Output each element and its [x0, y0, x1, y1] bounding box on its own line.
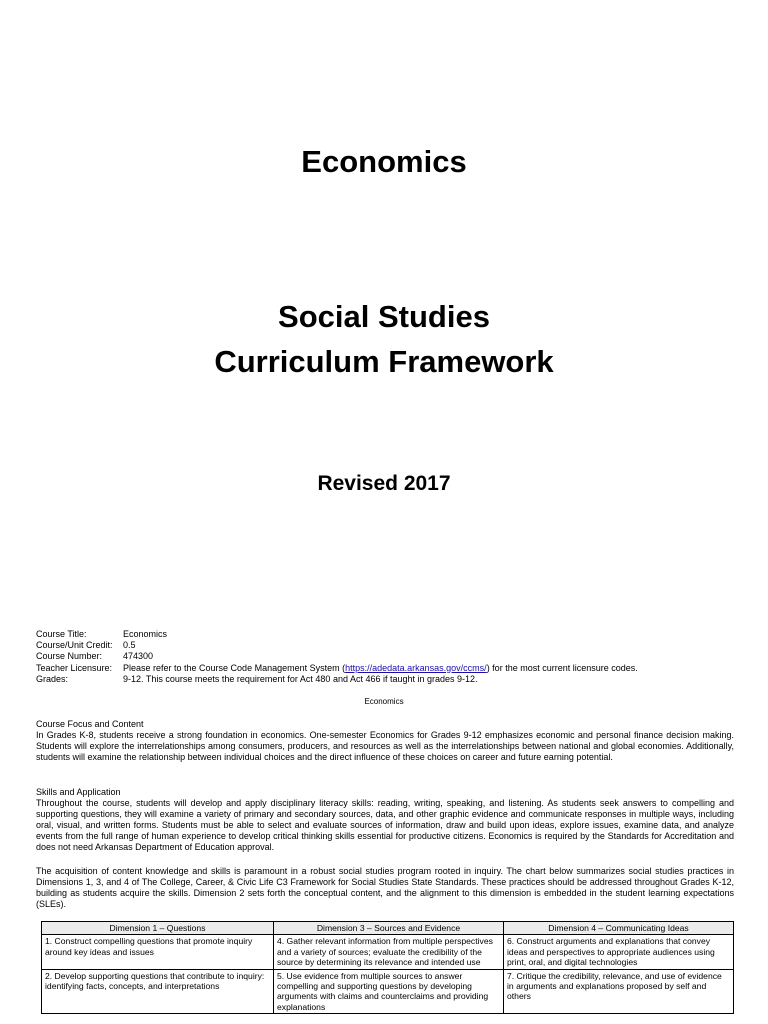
course-credit-label: Course/Unit Credit: [36, 640, 113, 651]
course-credit-value: 0.5 [123, 640, 136, 651]
licensure-text-post: ) for the most current licensure codes. [486, 662, 638, 673]
table-cell: 1. Construct compelling questions that promote inquiry around key ideas and issues [42, 935, 274, 969]
focus-paragraph: In Grades K-8, students receive a strong foundation in economics. One-semester Economics for Grades 9-12 emphasizes economic and personal finance decision making. Students will explore the interrelationships among consumers, producers, and resources as well as the interrelationships between national and global economies. Additionally, students will examine the relationship between individual choices and the direct influence of these choices on career and future earning potential. [36, 730, 734, 762]
course-title-row [36, 629, 736, 640]
grades-value: 9-12. This course meets the requirement for Act 480 and Act 466 if taught in grades 9-12. [123, 673, 478, 684]
section-label: Economics [364, 697, 404, 706]
teacher-licensure-label: Teacher Licensure: [36, 662, 113, 673]
revision-date: Revised 2017 [317, 472, 451, 495]
course-info [36, 629, 736, 685]
table-cell: 2. Develop supporting questions that contribute to inquiry: identifying facts, concepts, and interpretations [42, 969, 274, 1014]
document-subtitle [0, 294, 768, 384]
table-cell: 5. Use evidence from multiple sources to answer compelling and supporting questions by developing arguments with claims and counterclaims and providing explanations [274, 969, 504, 1014]
course-title-label: Course Title: [36, 629, 87, 639]
teacher-licensure-value [123, 663, 638, 674]
focus-heading: Course Focus and Content [36, 719, 144, 729]
table-cell: 4. Gather relevant information from multiple perspectives and a variety of sources; evaluate the credibility of the source by determining its relevance and intended use [274, 935, 504, 969]
inquiry-paragraph: The acquisition of content knowledge and skills is paramount in a robust social studies program rooted in inquiry. The chart below summarizes social studies practices in Dimensions 1, 3, and 4 of The College, Career, & Civic Life C3 Framework for Social Studies State Standards. These practices should be addressed throughout Grades K-12, building as students acquire the skills. Dimension 2 sets forth the conceptual content, and the alignment to this dimension is embedded in the student learning expectations (SLEs). [36, 866, 734, 909]
ccms-link[interactable]: https://adedata.arkansas.gov/ccms/ [345, 662, 487, 673]
dimensions-table [41, 921, 734, 1014]
skills-paragraph: Throughout the course, students will develop and apply disciplinary literacy skills: reading, writing, speaking, and listening. As students seek answers to compelling and supporting questions, they will examine a variety of primary and secondary sources, data, and other graphic evidence and communicate responses in multiple ways, including oral, visual, and written forms. Students must be able to select and evaluate sources of information, draw and build upon ideas, explore issues, examine data, and analyze events from the full range of human experience to develop critical thinking skills essential for productive citizens. Economics is required by the Standards for Accreditation and does not need Arkansas Department of Education approval. [36, 798, 734, 852]
table-row [42, 969, 734, 1014]
licensure-text-pre: Please refer to the Course Code Management System ( [123, 662, 346, 673]
course-number-value: 474300 [123, 651, 154, 662]
course-credit-row [36, 640, 736, 651]
skills-heading: Skills and Application [36, 787, 121, 797]
course-number-row [36, 651, 736, 662]
grades-label: Grades: [36, 673, 69, 684]
table-cell: 6. Construct arguments and explanations that convey ideas and perspectives to appropriate audiences using print, oral, and digital technologies [504, 935, 734, 969]
table-cell: 7. Critique the credibility, relevance, and use of evidence in arguments and explanations proposed by self and others [504, 969, 734, 1014]
teacher-licensure-row [36, 663, 736, 674]
header-dimension-4: Dimension 4 – Communicating Ideas [504, 922, 734, 935]
subtitle-line-1: Social Studies [278, 299, 490, 334]
grades-row [36, 674, 736, 685]
course-number-label: Course Number: [36, 651, 103, 662]
subtitle-line-2: Curriculum Framework [214, 344, 554, 379]
header-dimension-1: Dimension 1 – Questions [42, 922, 274, 935]
course-title-value: Economics [123, 629, 168, 639]
table-row [42, 935, 734, 969]
header-dimension-3: Dimension 3 – Sources and Evidence [274, 922, 504, 935]
table-header-row [42, 922, 734, 935]
document-title: Economics [301, 144, 467, 179]
